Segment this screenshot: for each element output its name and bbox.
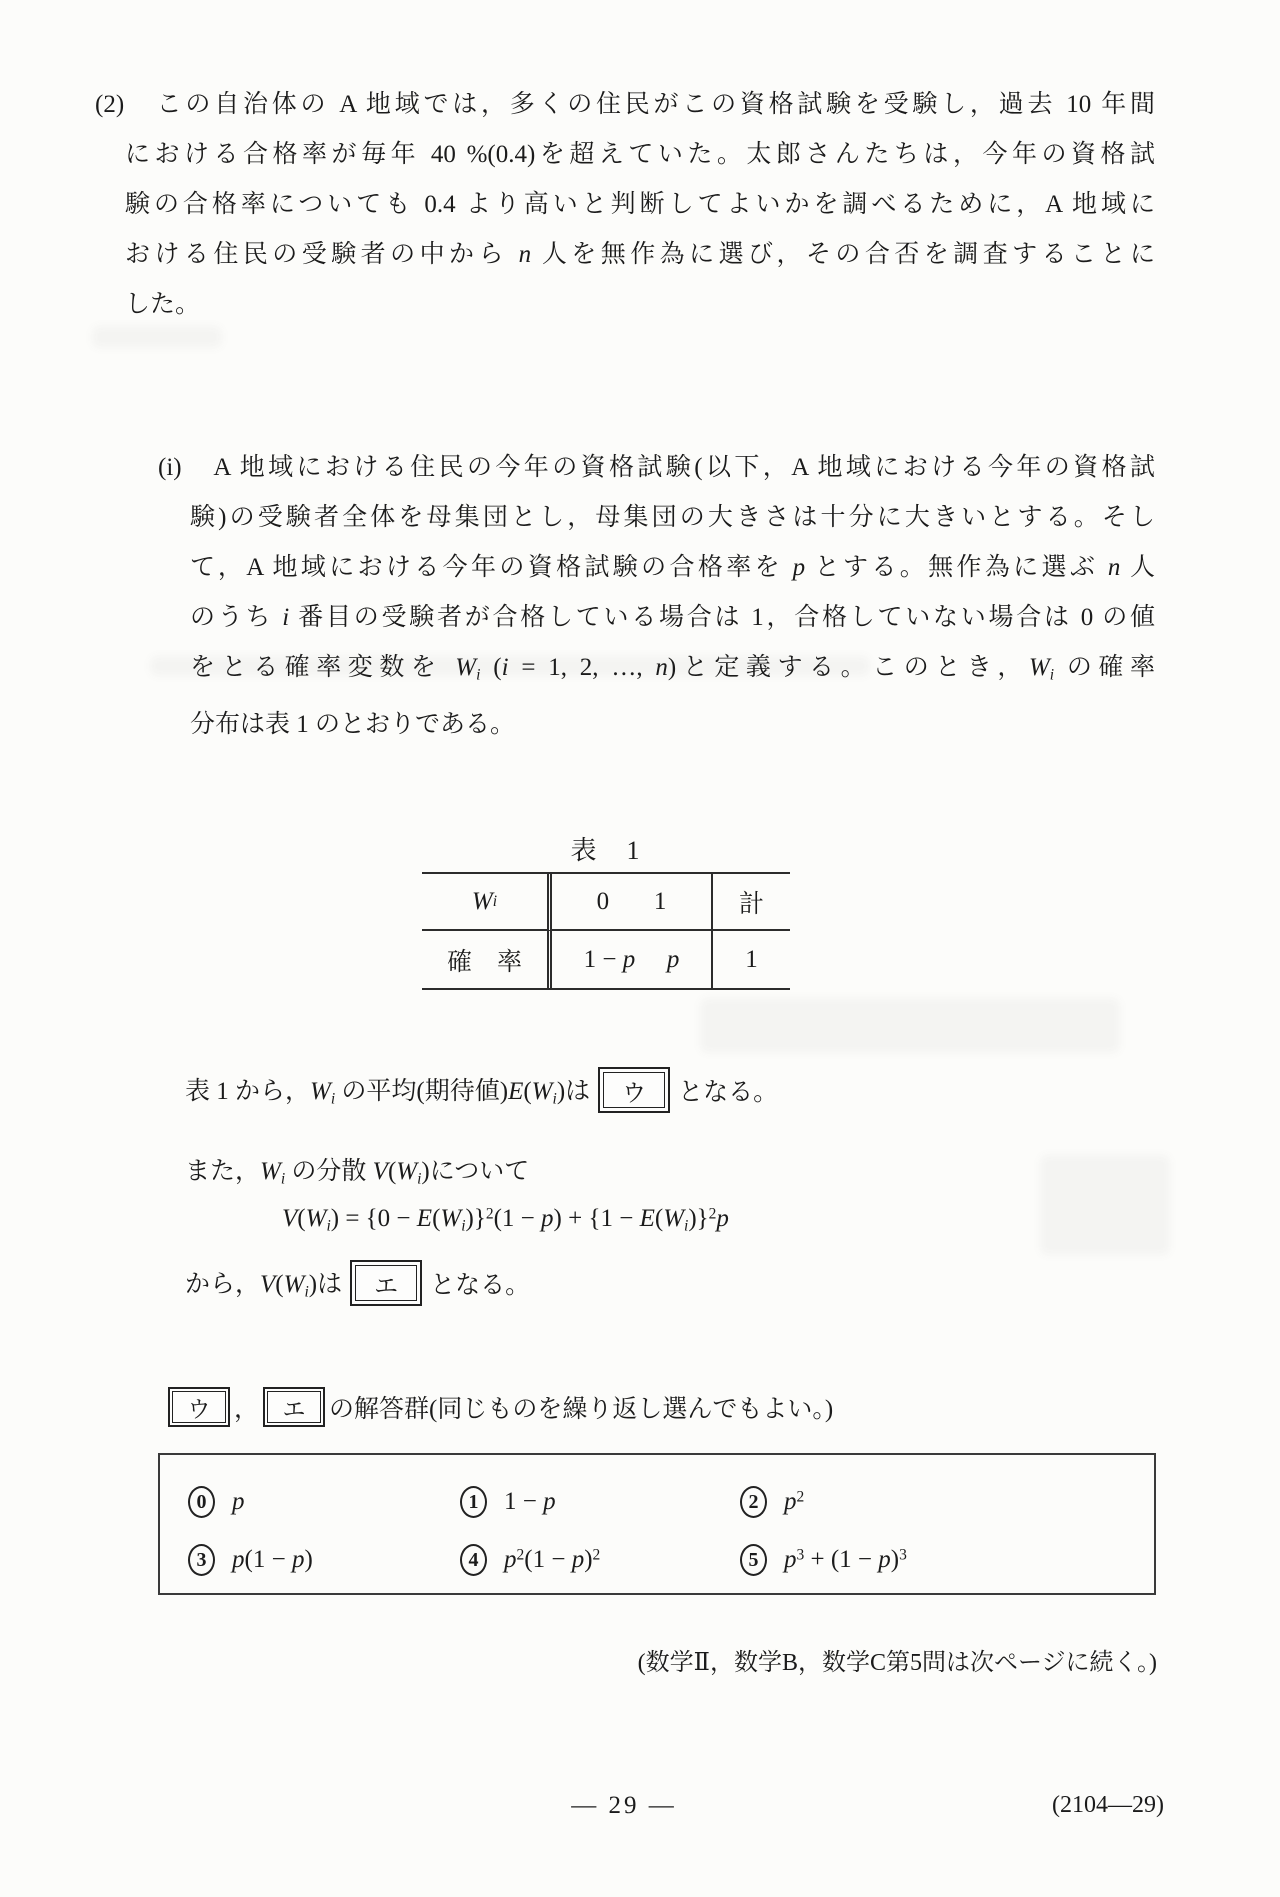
choice-option-5 xyxy=(740,1535,1154,1585)
answer-box-u-ref-label: ウ xyxy=(172,1391,226,1423)
probability-table xyxy=(422,872,790,990)
choice-formula: $p^2$ xyxy=(784,1488,805,1515)
answer-box-u-label: ウ xyxy=(603,1072,665,1108)
answer-choices-box xyxy=(158,1453,1156,1595)
page-number: — 29 — xyxy=(571,1792,677,1819)
variance-formula xyxy=(282,1198,729,1242)
variance-statement xyxy=(185,1255,530,1311)
choice-formula: p(1 − p) xyxy=(232,1546,313,1573)
variance-statement-text: から，$V(W_i)$は xyxy=(185,1271,343,1301)
table-value-1: 1 xyxy=(653,887,667,915)
answer-group-heading xyxy=(168,1383,833,1431)
mean-statement xyxy=(185,1062,778,1118)
text-line: における合格率が毎年 40 %(0.4)を超えていた。太郎さんたちは，今年の資格試 xyxy=(125,141,1155,168)
scan-artifact xyxy=(700,998,1120,1053)
table-prob-0: 1 − p xyxy=(583,945,636,973)
choice-number-badge: 3 xyxy=(188,1544,215,1576)
table-1-title: 表 1 xyxy=(570,836,642,865)
table-header-values xyxy=(552,874,713,931)
text-line: 分布は表 1 のとおりである。 xyxy=(190,711,516,739)
problem-2-paragraph xyxy=(95,80,1155,330)
answer-box-e-variance xyxy=(350,1260,422,1306)
part-i-paragraph xyxy=(158,443,1155,750)
table-probability-values xyxy=(552,931,713,988)
choice-option-0 xyxy=(188,1477,460,1527)
answer-box-u-mean xyxy=(598,1067,670,1113)
mean-statement-text: 表 1 から，$W_i$ の平均(期待値)$E(W_i)$は xyxy=(185,1078,591,1108)
choice-option-4 xyxy=(460,1535,740,1585)
choice-number-badge: 2 xyxy=(740,1486,767,1518)
table-value-0: 0 xyxy=(596,887,610,915)
text-line: (2) この自治体の A 地域では，多くの住民がこの資格試験を受験し，過去 10 年間 xyxy=(95,91,1155,118)
print-code: (2104—29) xyxy=(1052,1792,1164,1818)
answer-box-e-label: エ xyxy=(355,1265,417,1301)
choice-formula: $p^2(1 - p)^2$ xyxy=(504,1546,601,1573)
text-line: 験の合格率についても 0.4 より高いと判断してよいかを調べるために，A 地域に xyxy=(125,191,1155,218)
variance-intro xyxy=(185,1150,529,1190)
text-line: おける住民の受験者の中から n 人を無作為に選び，その合否を調査することに xyxy=(125,241,1155,268)
variance-formula-text: $V(W_i) = \{0 - E(W_i)\}^2(1 - p) + \{1 - E(W_i)\}^2p$ xyxy=(282,1204,729,1235)
text-line: のうち i 番目の受験者が合格している場合は 1，合格していない場合は 0 の値 xyxy=(190,604,1155,631)
answer-box-e-ref xyxy=(263,1387,325,1427)
mean-statement-tail: となる。 xyxy=(678,1079,779,1106)
answer-group-label: の解答群(同じものを繰り返し選んでもよい。) xyxy=(329,1396,834,1423)
text-line: をとる確率変数を $W_i$ (i = 1, 2, …, n)と定義する。このとき，$W_i$ の確率 xyxy=(190,654,1155,684)
answer-box-e-ref-label: エ xyxy=(267,1391,321,1423)
scan-artifact xyxy=(1040,1155,1170,1255)
continue-note: (数学Ⅱ，数学B，数学C第5問は次ページに続く。) xyxy=(637,1650,1157,1676)
choice-option-2 xyxy=(740,1477,1154,1527)
choice-option-1 xyxy=(460,1477,740,1527)
answer-group-separator: ， xyxy=(234,1396,260,1423)
text-line: した。 xyxy=(125,291,201,318)
choice-formula: 1 − p xyxy=(504,1488,556,1515)
text-line: 験)の受験者全体を母集団とし，母集団の大きさは十分に大きいとする。そし xyxy=(190,504,1155,531)
answer-box-u-ref xyxy=(168,1387,230,1427)
text-line: (i) A 地域における住民の今年の資格試験(以下，A 地域における今年の資格試 xyxy=(158,454,1155,481)
choice-formula: $p^3 + (1 - p)^3$ xyxy=(784,1546,907,1573)
choice-number-badge: 5 xyxy=(740,1544,767,1576)
table-header-total: 計 xyxy=(713,874,790,931)
choice-number-badge: 1 xyxy=(460,1486,487,1518)
table-probability-total: 1 xyxy=(745,945,758,973)
table-prob-1: p xyxy=(666,945,680,973)
choice-number-badge: 0 xyxy=(188,1486,215,1518)
variance-intro-text: また，$W_i$ の分散 $V(W_i)$について xyxy=(185,1158,530,1188)
table-header-variable: W i xyxy=(422,874,552,931)
choice-formula: p xyxy=(232,1488,245,1515)
variance-statement-tail: となる。 xyxy=(430,1272,531,1299)
choice-number-badge: 4 xyxy=(460,1544,487,1576)
choice-option-3 xyxy=(188,1535,460,1585)
table-probability-label: 確 率 xyxy=(422,931,552,988)
text-line: て，A 地域における今年の資格試験の合格率を p とする。無作為に選ぶ n 人 xyxy=(190,554,1155,581)
